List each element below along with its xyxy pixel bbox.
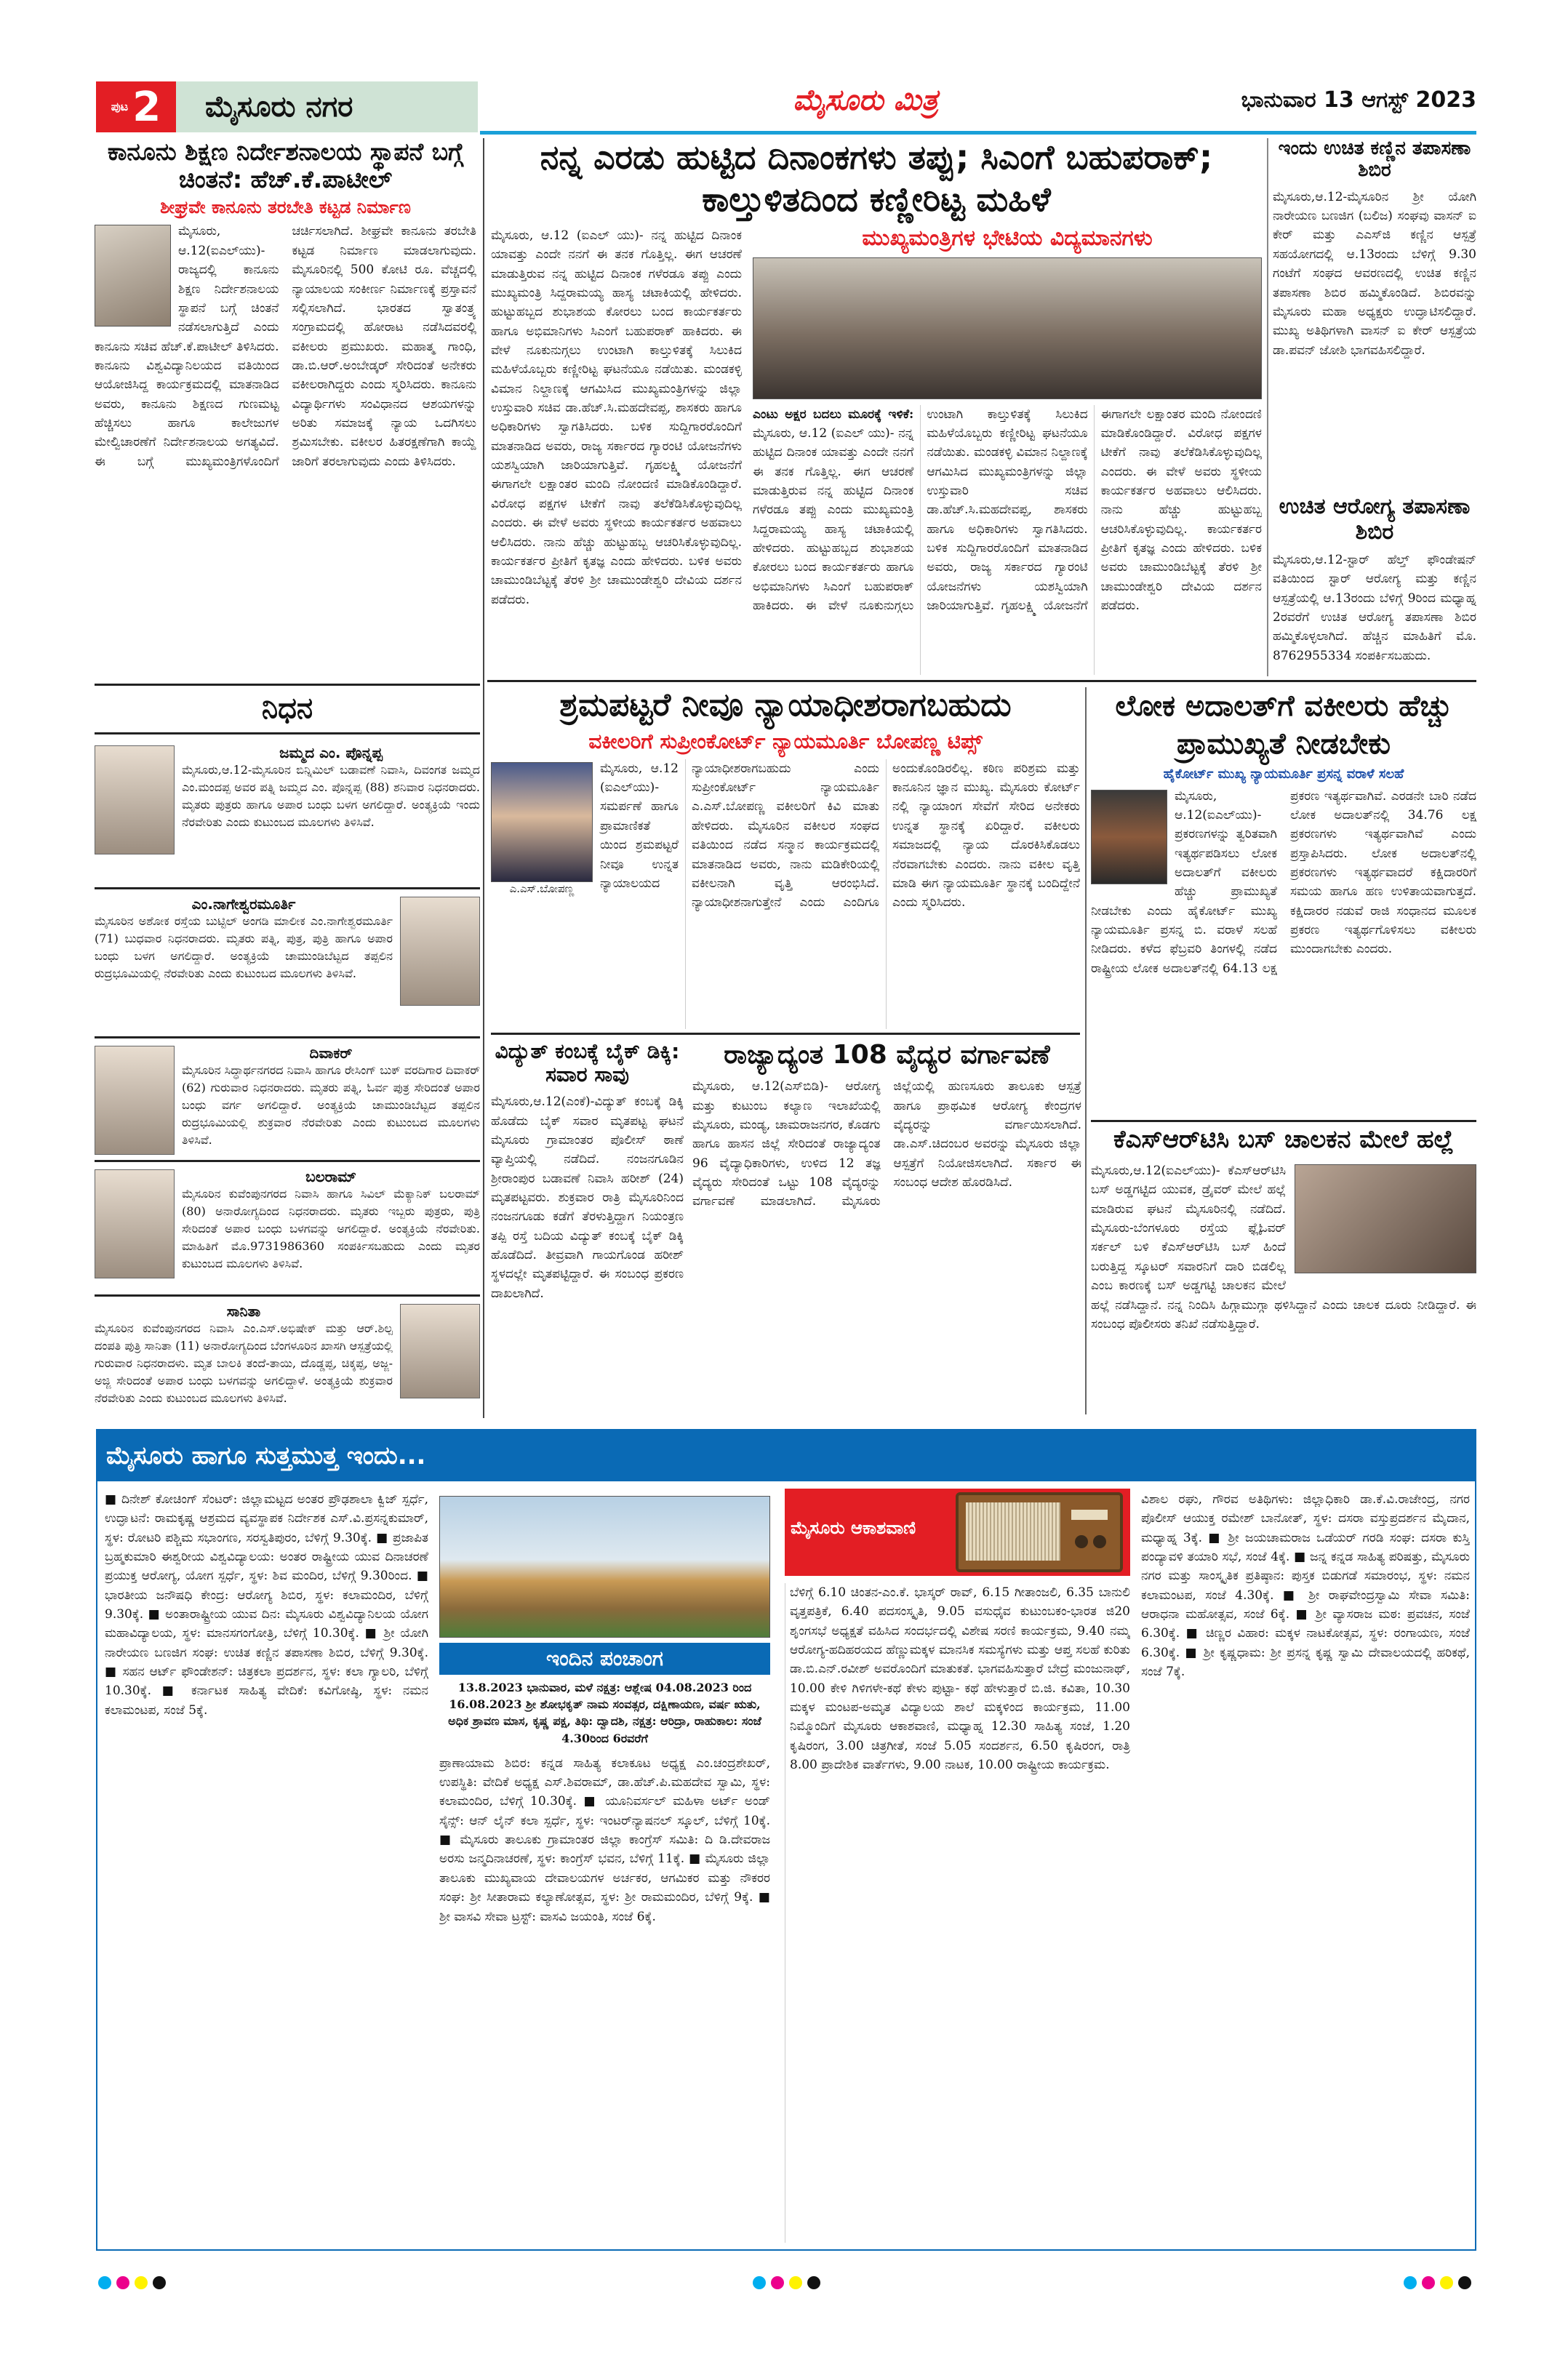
section-title-text: ಮೈಸೂರು ನಗರ [205, 90, 353, 124]
page-number-box [96, 81, 176, 132]
obituary-name: ಸಾನಿತಾ [226, 1302, 261, 1320]
registration-dot-cyan [1404, 2276, 1417, 2289]
today-col1: ■ ದಿನೇಶ್ ಕೋಚಿಂಗ್ ಸೆಂಟರ್: ಜಿಲ್ಲಾಮಟ್ಟದ ಅಂತರ ಪ್ರೌಢಶಾಲಾ ಕ್ವಿಜ್ ಸ್ಪರ್ಧೆ, ಉದ್ಘಾಟನೆ: ರಾಮಕೃಷ್ಣ ಆಶ್ರಮದ ವ್ಯವಸ್ಥಾಪಕ ನಿರ್ದೇಶಕ ಎಸ್.ವಿ.ಪ್ರಸನ್ನಕುಮಾರ್, ಸ್ಥಳ: ರೋಟರಿ ಪಶ್ಚಿಮ ಸಭಾಂಗಣ, ಸರಸ್ವತಿಪುರಂ, ಬೆಳಿಗ್ಗೆ 9.30ಕ್ಕೆ. ■ ಪ್ರಜಾಪಿತ ಬ್ರಹ್ಮಕುಮಾರಿ ಈಶ್ವರೀಯ ವಿಶ್ವವಿದ್ಯಾಲಯ: ಅಂತರ ರಾಷ್ಟ್ರೀಯ ಯುವ ದಿನಾಚರಣೆ ಪ್ರಯುಕ್ತ ಆರೋಗ್ಯ, ಯೋಗ ಸ್ಪರ್ಧೆ, ಸ್ಥಳ: ಶಿವ ಮಂದಿರ, ಬೆಳಿಗ್ಗೆ 9.30ರಿಂದ. ■ ಭಾರತೀಯ ಜನೌಷಧಿ ಕೇಂದ್ರ: ಆರೋಗ್ಯ ಶಿಬಿರ, ಸ್ಥಳ: ಕಲಾಮಂದಿರ, ಬೆಳಿಗ್ಗೆ 9.30ಕ್ಕೆ. ■ ಅಂತಾರಾಷ್ಟ್ರೀಯ ಯುವ ದಿನ: ಮೈಸೂರು ವಿಶ್ವವಿದ್ಯಾನಿಲಯ ಯೋಗ ಮಹಾವಿದ್ಯಾಲಯ, ಸ್ಥಳ: ಮಾನಸಗಂಗೋತ್ರಿ, ಬೆಳಿಗ್ಗೆ 10.30ಕ್ಕೆ. ■ ಶ್ರೀ ಯೋಗಿ ನಾರೇಯಣ ಬಣಜಿಗ ಸಂಘ: ಉಚಿತ ಕಣ್ಣಿನ ತಪಾಸಣಾ ಶಿಬಿರ, ಬೆಳಿಗ್ಗೆ 9.30ಕ್ಕೆ. ■ ಸಹನ ಆರ್ಟ್ ಫೌಂಡೇಶನ್: ಚಿತ್ರಕಲಾ ಪ್ರದರ್ಶನ, ಸ್ಥಳ: ಕಲಾ ಗ್ಯಾಲರಿ, ಬೆಳಿಗ್ಗೆ 10.30ಕ್ಕೆ. ■ ಕರ್ನಾಟಕ ಸಾಹಿತ್ಯ ವೇದಿಕೆ: ಕವಿಗೋಷ್ಠಿ, ಸ್ಥಳ: ನಮನ ಕಲಾಮಂಟಪ, ಸಂಜೆ 5ಕ್ಕೆ. [105, 1492, 428, 1718]
main-article-body-cont: ಮೈಸೂರು, ಆ.12 (ಐಎಲ್ ಯು)- ನನ್ನ ಹುಟ್ಟಿದ ದಿನಾಂಕ ಯಾವತ್ತು ಎಂದೇ ನನಗೆ ಈ ತನಕ ಗೊತ್ತಿಲ್ಲ. ಈಗ ಆಚರಣೆ ಮಾಡುತ್ತಿರುವ ನನ್ನ ಹುಟ್ಟಿದ ದಿನಾಂಕ ಗಳೆರಡೂ ತಪ್ಪು ಎಂದು ಮುಖ್ಯಮಂತ್ರಿ ಸಿದ್ದರಾಮಯ್ಯ ಹಾಸ್ಯ ಚಟಾಕಿಯಲ್ಲಿ ಹೇಳಿದರು. ಹುಟ್ಟುಹಬ್ಬದ ಶುಭಾಶಯ ಕೋರಲು ಬಂದ ಕಾರ್ಯಕರ್ತರು ಹಾಗೂ ಅಭಿಮಾನಿಗಳು ಸಿಎಂಗೆ ಬಹುಪರಾಕ್ ಹಾಕಿದರು. ಈ ವೇಳೆ ನೂಕುನುಗ್ಗಲು ಉಂಟಾಗಿ ಕಾಲ್ತುಳಿತಕ್ಕೆ ಸಿಲುಕಿದ ಮಹಿಳೆಯೊಬ್ಬರು ಕಣ್ಣೀರಿಟ್ಟ ಘಟನೆಯೂ ನಡೆಯಿತು. ಮಂಡಕಳ್ಳಿ ವಿಮಾನ ನಿಲ್ದಾಣಕ್ಕೆ ಆಗಮಿಸಿದ ಮುಖ್ಯಮಂತ್ರಿಗಳನ್ನು ಜಿಲ್ಲಾ ಉಸ್ತುವಾರಿ ಸಚಿವ ಡಾ.ಹೆಚ್.ಸಿ.ಮಹದೇವಪ್ಪ, ಶಾಸಕರು ಹಾಗೂ ಅಧಿಕಾರಿಗಳು ಸ್ವಾಗತಿಸಿದರು. ಬಳಿಕ ಸುದ್ದಿಗಾರರೊಂದಿಗೆ ಮಾತನಾಡಿದ ಅವರು, ರಾಜ್ಯ ಸರ್ಕಾರದ ಗ್ಯಾರಂಟಿ ಯೋಜನೆಗಳು ಯಶಸ್ವಿಯಾಗಿ ಜಾರಿಯಾಗುತ್ತಿವೆ. ಗೃಹಲಕ್ಷ್ಮಿ ಯೋಜನೆಗೆ ಈಗಾಗಲೇ ಲಕ್ಷಾಂತರ ಮಂದಿ ನೋಂದಣಿ ಮಾಡಿಕೊಂಡಿದ್ದಾರೆ. ವಿರೋಧ ಪಕ್ಷಗಳ ಟೀಕೆಗೆ ನಾವು ತಲೆಕೆಡಿಸಿಕೊಳ್ಳುವುದಿಲ್ಲ ಎಂದರು. ಈ ವೇಳೆ ಅವರು ಸ್ಥಳೀಯ ಕಾರ್ಯಕರ್ತರ ಅಹವಾಲು ಆಲಿಸಿದರು. ನಾನು ಹೆಚ್ಚು ಹುಟ್ಟುಹಬ್ಬ ಆಚರಿಸಿಕೊಳ್ಳುವುದಿಲ್ಲ. ಕಾರ್ಯಕರ್ತರ ಪ್ರೀತಿಗೆ ಕೃತಜ್ಞ ಎಂದು ಹೇಳಿದರು. ಬಳಿಕ ಅವರು ಚಾಮುಂಡಿಬೆಟ್ಟಕ್ಕೆ ತೆರಳಿ ಶ್ರೀ ಚಾಮುಂಡೇಶ್ವರಿ ದೇವಿಯ ದರ್ಶನ ಪಡೆದರು. [753, 407, 1262, 613]
obituary-name: ಬಲರಾಮ್ [305, 1168, 356, 1185]
justice-body: ಮೈಸೂರು, ಆ.12 (ಐಎಲ್‌ಯು)- ಸಮರ್ಪಣೆ ಹಾಗೂ ಪ್ರಾಮಾಣಿಕತೆ ಯಿಂದ ಶ್ರಮಪಟ್ಟರೆ ನೀವೂ ಉನ್ನತ ನ್ಯಾಯಾಲಯದ ನ್ಯಾಯಾಧೀಶರಾಗಬಹುದು ಎಂದು ಸುಪ್ರೀಂಕೋರ್ಟ್ ನ್ಯಾಯಮೂರ್ತಿ ಎ.ಎಸ್.ಬೋಪಣ್ಣ ವಕೀಲರಿಗೆ ಕಿವಿ ಮಾತು ಹೇಳಿದರು. ಮೈಸೂರಿನ ವಕೀಲರ ಸಂಘದ ವತಿಯಿಂದ ನಡೆದ ಸನ್ಮಾನ ಕಾರ್ಯಕ್ರಮದಲ್ಲಿ ಮಾತನಾಡಿದ ಅವರು, ನಾನು ಮಡಿಕೇರಿಯಲ್ಲಿ ವಕೀಲನಾಗಿ ವೃತ್ತಿ ಆರಂಭಿಸಿದೆ. ನ್ಯಾಯಾಧೀಶನಾಗುತ್ತೇನೆ ಎಂದು ಎಂದಿಗೂ ಅಂದುಕೊಂಡಿರಲಿಲ್ಲ. ಕಠಿಣ ಪರಿಶ್ರಮ ಮತ್ತು ಕಾನೂನಿನ ಜ್ಞಾನ ಮುಖ್ಯ. ಮೈಸೂರು ಕೋರ್ಟ್ ನಲ್ಲಿ ನ್ಯಾಯಾಂಗ ಸೇವೆಗೆ ಸೇರಿದ ಅನೇಕರು ಉನ್ನತ ಸ್ಥಾನಕ್ಕೆ ಏರಿದ್ದಾರೆ. ವಕೀಲರು ಸಮಾಜದಲ್ಲಿ ನ್ಯಾಯ ದೊರಕಿಸಿಕೊಡಲು ನೆರವಾಗಬೇಕು ಎಂದರು. ನಾನು ವಕೀಲ ವೃತ್ತಿ ಮಾಡಿ ಈಗ ನ್ಯಾಯಮೂರ್ತಿ ಸ್ಥಾನಕ್ಕೆ ಬಂದಿದ್ದೇನೆ ಎಂದು ಸ್ಮರಿಸಿದರು. [600, 761, 1080, 910]
registration-dot-cyan [98, 2276, 111, 2289]
registration-dot-black [807, 2276, 820, 2289]
main-article-right [753, 226, 1262, 675]
radio-title: ಮೈಸೂರು ಆಕಾಶವಾಣಿ [791, 1518, 916, 1538]
page-number: 2 [132, 83, 161, 131]
left-article [95, 138, 476, 676]
lok-adalat-body: ಮೈಸೂರು, ಆ.12(ಐಎಲ್‌ಯು)- ಪ್ರಕರಣಗಳನ್ನು ತ್ವರಿತವಾಗಿ ಇತ್ಯರ್ಥಪಡಿಸಲು ಲೋಕ ಅದಾಲತ್‌ಗೆ ವಕೀಲರು ಹೆಚ್ಚು ಪ್ರಾಮುಖ್ಯತೆ ನೀಡಬೇಕು ಎಂದು ಹೈಕೋರ್ಟ್ ಮುಖ್ಯ ನ್ಯಾಯಮೂರ್ತಿ ಪ್ರಸನ್ನ ಬಿ. ವರಾಳೆ ಸಲಹೆ ನೀಡಿದರು. ಕಳೆದ ಫೆಬ್ರವರಿ ತಿಂಗಳಲ್ಲಿ ನಡೆದ ರಾಷ್ಟ್ರೀಯ ಲೋಕ ಅದಾಲತ್‌ನಲ್ಲಿ 64.13 ಲಕ್ಷ ಪ್ರಕರಣ ಇತ್ಯರ್ಥವಾಗಿವೆ. ಎರಡನೇ ಬಾರಿ ನಡೆದ ಲೋಕ ಅದಾಲತ್‌ನಲ್ಲಿ 34.76 ಲಕ್ಷ ಪ್ರಕರಣಗಳು ಇತ್ಯರ್ಥವಾಗಿವೆ ಎಂದು ಪ್ರಸ್ತಾಪಿಸಿದರು. ಲೋಕ ಅದಾಲತ್‌ನಲ್ಲಿ ಪ್ರಕರಣಗಳು ಇತ್ಯರ್ಥವಾದರೆ ಕಕ್ಷಿದಾರರಿಗೆ ಸಮಯ ಹಾಗೂ ಹಣ ಉಳಿತಾಯವಾಗುತ್ತದೆ. ಕಕ್ಷಿದಾರರ ನಡುವೆ ರಾಜಿ ಸಂಧಾನದ ಮೂಲಕ ಪ್ರಕರಣ ಇತ್ಯರ್ಥಗೊಳಿಸಲು ವಕೀಲರು ಮುಂದಾಗಬೇಕು ಎಂದರು. [1091, 788, 1476, 976]
obituary-name: ದಿವಾಕರ್ [309, 1044, 353, 1062]
justice-article [491, 687, 1080, 1029]
obituary-text: ಮೈಸೂರಿನ ಕುವೆಂಪುನಗರದ ನಿವಾಸಿ ಎಂ.ಎಸ್.ಅಭಿಷೇಕ್ ಮತ್ತು ಆರ್.ಶಿಲ್ಪ ದಂಪತಿ ಪುತ್ರಿ ಸಾನಿತಾ (11) ಅನಾರೋಗ್ಯದಿಂದ ಬೆಂಗಳೂರಿನ ಖಾಸಗಿ ಆಸ್ಪತ್ರೆಯಲ್ಲಿ ಗುರುವಾರ ನಿಧನರಾದಳು. ಮೃತ ಬಾಲಕಿ ತಂದೆ-ತಾಯಿ, ದೊಡ್ಡಪ್ಪ, ಚಿಕ್ಕಪ್ಪ, ಅಜ್ಜ-ಅಜ್ಜಿ ಸೇರಿದಂತೆ ಅಪಾರ ಬಂಧು ಬಳಗವನ್ನು ಅಗಲಿದ್ದಾಳೆ. ಅಂತ್ಯಕ್ರಿಯೆ ಶುಕ್ರವಾರ ನೆರವೇರಿತು ಎಂದು ಕುಟುಂಬದ ಮೂಲಗಳು ತಿಳಿಸಿವೆ. [95, 1321, 393, 1405]
bike-accident-body: ಮೈಸೂರು,ಆ.12(ಎಂಕೆ)-ವಿದ್ಯುತ್ ಕಂಬಕ್ಕೆ ಡಿಕ್ಕಿ ಹೊಡೆದು ಬೈಕ್ ಸವಾರ ಮೃತಪಟ್ಟ ಘಟನೆ ಮೈಸೂರು ಗ್ರಾಮಾಂತರ ಪೊಲೀಸ್ ಠಾಣೆ ವ್ಯಾಪ್ತಿಯಲ್ಲಿ ನಡೆದಿದೆ. ನಂಜನಗೂಡಿನ ಶ್ರೀರಾಂಪುರ ಬಡಾವಣೆ ನಿವಾಸಿ ಹರೀಶ್ (24) ಮೃತಪಟ್ಟವರು. ಶುಕ್ರವಾರ ರಾತ್ರಿ ಮೈಸೂರಿನಿಂದ ನಂಜನಗೂಡು ಕಡೆಗೆ ತೆರಳುತ್ತಿದ್ದಾಗ ನಿಯಂತ್ರಣ ತಪ್ಪಿ ರಸ್ತೆ ಬದಿಯ ವಿದ್ಯುತ್ ಕಂಬಕ್ಕೆ ಬೈಕ್ ಡಿಕ್ಕಿ ಹೊಡೆದಿದೆ. ತೀವ್ರವಾಗಿ ಗಾಯಗೊಂಡ ಹರೀಶ್ ಸ್ಥಳದಲ್ಲೇ ಮೃತಪಟ್ಟಿದ್ದಾರೆ. ಈ ಸಂಬಂಧ ಪ್ರಕರಣ ದಾಖಲಾಗಿದೆ. [491, 1094, 684, 1301]
obituary-item [95, 1036, 480, 1156]
health-camp-headline: ಉಚಿತ ಆರೋಗ್ಯ ತಪಾಸಣಾ ಶಿಬಿರ [1279, 495, 1471, 545]
justice-text [491, 759, 1080, 1029]
health-camp-body: ಮೈಸೂರು,ಆ.12-ಸ್ಟಾರ್ ಹೆಲ್ತ್ ಫೌಂಡೇಷನ್ ವತಿಯಿಂದ ಸ್ಟಾರ್ ಆರೋಗ್ಯ ಮತ್ತು ಕಣ್ಣಿನ ಆಸ್ಪತ್ರೆಯಲ್ಲಿ ಆ.13ರಂದು ಬೆಳಿಗ್ಗೆ 9ರಿಂದ ಮಧ್ಯಾಹ್ನ 2ರವರೆಗೆ ಉಚಿತ ಆರೋಗ್ಯ ತಪಾಸಣಾ ಶಿಬಿರ ಹಮ್ಮಿಕೊಳ್ಳಲಾಗಿದೆ. ಹೆಚ್ಚಿನ ಮಾಹಿತಿಗೆ ಮೊ. 8762955334 ಸಂಪರ್ಕಿಸಬಹುದು. [1273, 553, 1476, 663]
today-banner-text: ಮೈಸೂರು ಹಾಗೂ ಸುತ್ತಮುತ್ತ ಇಂದು... [106, 1441, 426, 1470]
obituary-item [95, 1160, 480, 1291]
registration-dot-magenta [771, 2276, 784, 2289]
masthead: ಮೈಸೂರು ಮಿತ್ರ [793, 84, 938, 117]
health-camp-article [1273, 495, 1476, 676]
today-col2-wrap [439, 1496, 770, 2243]
justice-headline: ಶ್ರಮಪಟ್ಟರೆ ನೀವೂ ನ್ಯಾಯಾಧೀಶರಾಗಬಹುದು [559, 687, 1012, 724]
today-box [96, 1429, 1476, 2251]
left-article-subhead: ಶೀಘ್ರವೇ ಕಾನೂನು ತರಬೇತಿ ಕಟ್ಟಡ ನಿರ್ಮಾಣ [160, 196, 411, 217]
panchanga-title: ಇಂದಿನ ಪಂಚಾಂಗ [546, 1646, 663, 1670]
bike-accident-headline: ವಿದ್ಯುತ್ ಕಂಬಕ್ಕೆ ಬೈಕ್ ಡಿಕ್ಕಿ: ಸವಾರ ಸಾವು [495, 1040, 680, 1087]
doctors-transfer-article [692, 1040, 1081, 1418]
bike-accident-article [491, 1040, 684, 1418]
header-rule [480, 131, 1476, 135]
hk-patil-photo [95, 225, 171, 327]
registration-dot-yellow [1440, 2276, 1453, 2289]
obituary-item [95, 738, 480, 884]
obituary-text: ಮೈಸೂರಿನ ಅಶೋಕ ರಸ್ತೆಯ ಬುಟ್ಟಿಲ್ ಅಂಗಡಿ ಮಾಲೀಕ ಎಂ.ನಾಗೇಶ್ವರಮೂರ್ತಿ (71) ಬುಧವಾರ ನಿಧನರಾದರು. ಮೃತರು ಪತ್ನಿ, ಪುತ್ರ, ಪುತ್ರಿ ಹಾಗೂ ಅಪಾರ ಬಂಧು ಬಳಗ ಅಗಲಿದ್ದಾರೆ. ಅಂತ್ಯಕ್ರಿಯೆ ಚಾಮುಂಡಿಬೆಟ್ಟದ ತಪ್ಪಲಿನ ರುದ್ರಭೂಮಿಯಲ್ಲಿ ನೆರವೇರಿತು ಎಂದು ಕುಟುಂಬದ ಮೂಲಗಳು ತಿಳಿಸಿವೆ. [95, 914, 393, 980]
obituary-header [95, 684, 480, 734]
divider [483, 138, 484, 1418]
registration-dot-cyan [753, 2276, 766, 2289]
obituary-name: ಜಮ್ಮದ ಎಂ. ಪೊನ್ನಪ್ಪ [279, 744, 383, 761]
main-article [491, 137, 1262, 675]
radio-box [785, 1489, 1130, 1576]
obituary-photo [95, 1046, 175, 1155]
cm-press-photo [753, 257, 1262, 399]
registration-dot-magenta [1422, 2276, 1435, 2289]
obituary-photo [95, 1169, 175, 1278]
divider [491, 1033, 1080, 1035]
doctors-transfer-headline: ರಾಜ್ಯಾದ್ಯಂತ 108 ವೈದ್ಯರ ವರ್ಗಾವಣೆ [724, 1040, 1050, 1070]
bopanna-caption: ಎ.ಎಸ್.ಬೋಪಣ್ಣ [509, 881, 575, 895]
bopanna-photo-block [491, 762, 593, 897]
obituary-name: ಎಂ.ನಾಗೇಶ್ವರಮೂರ್ತಿ [191, 895, 296, 913]
lok-adalat-headline: ಲೋಕ ಅದಾಲತ್‌ಗೆ ವಕೀಲರು ಹೆಚ್ಚು ಪ್ರಾಮುಖ್ಯತೆ ನೀಡಬೇಕು [1115, 689, 1452, 761]
obituary-title: ನಿಧನ [261, 692, 313, 725]
divider [1091, 1120, 1476, 1122]
radio-icon [956, 1492, 1123, 1572]
today-col4: ವಿಶಾಲ ರಘು, ಗೌರವ ಅತಿಥಿಗಳು: ಜಿಲ್ಲಾಧಿಕಾರಿ ಡಾ.ಕೆ.ವಿ.ರಾಜೇಂದ್ರ, ನಗರ ಪೊಲೀಸ್ ಆಯುಕ್ತ ರಮೇಶ್ ಬಾನೋತ್, ಸ್ಥಳ: ದಸರಾ ವಸ್ತುಪ್ರದರ್ಶನ ಮೈದಾನ, ಮಧ್ಯಾಹ್ನ 3ಕ್ಕೆ. ■ ಶ್ರೀ ಜಯಚಾಮರಾಜ ಒಡೆಯರ್ ಗರಡಿ ಸಂಘ: ದಸರಾ ಕುಸ್ತಿ ಪಂದ್ಯಾವಳಿ ತಯಾರಿ ಸಭೆ, ಸಂಜೆ 4ಕ್ಕೆ. ■ ಜನ್ನ ಕನ್ನಡ ಸಾಹಿತ್ಯ ಪರಿಷತ್ತು, ಮೈಸೂರು ನಗರ ಮತ್ತು ಸಾಂಸ್ಕೃತಿಕ ಪ್ರತಿಷ್ಠಾನ: ಪುಸ್ತಕ ಬಿಡುಗಡೆ ಸಮಾರಂಭ, ಸ್ಥಳ: ನಮನ ಕಲಾಮಂಟಪ, ಸಂಜೆ 4.30ಕ್ಕೆ. ■ ಶ್ರೀ ರಾಘವೇಂದ್ರಸ್ವಾಮಿ ಸೇವಾ ಸಮಿತಿ: ಆರಾಧನಾ ಮಹೋತ್ಸವ, ಸಂಜೆ 6ಕ್ಕೆ. ■ ಶ್ರೀ ವ್ಯಾಸರಾಜ ಮಠ: ಪ್ರವಚನ, ಸಂಜೆ 6.30ಕ್ಕೆ. ■ ಚಿಣ್ಣರ ವಿಹಾರ: ಮಕ್ಕಳ ನಾಟಕೋತ್ಸವ, ಸ್ಥಳ: ರಂಗಾಯಣ, ಸಂಜೆ 6.30ಕ್ಕೆ. ■ ಶ್ರೀ ಕೃಷ್ಣಧಾಮ: ಶ್ರೀ ಪ್ರಸನ್ನ ಕೃಷ್ಣ ಸ್ವಾಮಿ ದೇವಾಲಯದಲ್ಲಿ ಹರಿಕಥೆ, ಸಂಜೆ 7ಕ್ಕೆ. [1141, 1492, 1470, 1680]
bopanna-photo [491, 762, 593, 882]
registration-dot-black [1458, 2276, 1471, 2289]
registration-dot-yellow [789, 2276, 802, 2289]
left-article-body: ಮೈಸೂರು, ಆ.12(ಐಎಲ್‌ಯು)- ರಾಜ್ಯದಲ್ಲಿ ಕಾನೂನು ಶಿಕ್ಷಣ ನಿರ್ದೇಶನಾಲಯ ಸ್ಥಾಪನೆ ಬಗ್ಗೆ ಚಿಂತನೆ ನಡೆಸಲಾಗುತ್ತಿದೆ ಎಂದು ಕಾನೂನು ಸಚಿವ ಹೆಚ್.ಕೆ.ಪಾಟೀಲ್ ತಿಳಿಸಿದರು. ಕಾನೂನು ವಿಶ್ವವಿದ್ಯಾನಿಲಯದ ವತಿಯಿಂದ ಆಯೋಜಿಸಿದ್ದ ಕಾರ್ಯಕ್ರಮದಲ್ಲಿ ಮಾತನಾಡಿದ ಅವರು, ಕಾನೂನು ಶಿಕ್ಷಣದ ಗುಣಮಟ್ಟ ಹೆಚ್ಚಿಸಲು ಹಾಗೂ ಕಾಲೇಜುಗಳ ಮೇಲ್ವಿಚಾರಣೆಗೆ ನಿರ್ದೇಶನಾಲಯ ಅಗತ್ಯವಿದೆ. ಈ ಬಗ್ಗೆ ಮುಖ್ಯಮಂತ್ರಿಗಳೊಂದಿಗೆ ಚರ್ಚಿಸಲಾಗಿದೆ. ಶೀಘ್ರವೇ ಕಾನೂನು ತರಬೇತಿ ಕಟ್ಟಡ ನಿರ್ಮಾಣ ಮಾಡಲಾಗುವುದು. ಮೈಸೂರಿನಲ್ಲಿ 500 ಕೋಟಿ ರೂ. ವೆಚ್ಚದಲ್ಲಿ ನ್ಯಾಯಾಲಯ ಸಂಕೀರ್ಣ ನಿರ್ಮಾಣಕ್ಕೆ ಪ್ರಸ್ತಾವನೆ ಸಲ್ಲಿಸಲಾಗಿದೆ. ಭಾರತದ ಸ್ವಾತಂತ್ರ್ಯ ಸಂಗ್ರಾಮದಲ್ಲಿ ಹೋರಾಟ ನಡೆಸಿದವರಲ್ಲಿ ವಕೀಲರು ಪ್ರಮುಖರು. ಮಹಾತ್ಮ ಗಾಂಧಿ, ಡಾ.ಬಿ.ಆರ್.ಅಂಬೇಡ್ಕರ್ ಸೇರಿದಂತೆ ಅನೇಕರು ವಕೀಲರಾಗಿದ್ದರು ಎಂದು ಸ್ಮರಿಸಿದರು. ಕಾನೂನು ವಿದ್ಯಾರ್ಥಿಗಳು ಸಂವಿಧಾನದ ಆಶಯಗಳನ್ನು ಅರಿತು ಸಮಾಜಕ್ಕೆ ನ್ಯಾಯ ಒದಗಿಸಲು ಶ್ರಮಿಸಬೇಕು. ವಕೀಲರ ಹಿತರಕ್ಷಣೆಗಾಗಿ ಕಾಯ್ದೆ ಜಾರಿಗೆ ತರಲಾಗುವುದು ಎಂದು ತಿಳಿಸಿದರು. [95, 224, 476, 469]
left-article-text [95, 222, 476, 676]
today-col2: ಪ್ರಾಣಾಯಾಮ ಶಿಬಿರ: ಕನ್ನಡ ಸಾಹಿತ್ಯ ಕಲಾಕೂಟ ಅಧ್ಯಕ್ಷ ಎಂ.ಚಂದ್ರಶೇಖರ್, ಉಪಸ್ಥಿತಿ: ವೇದಿಕೆ ಅಧ್ಯಕ್ಷ ಎಸ್.ಶಿವರಾಮ್, ಡಾ.ಹೆಚ್.ಪಿ.ಮಹದೇವ ಸ್ವಾಮಿ, ಸ್ಥಳ: ಕಲಾಮಂದಿರ, ಬೆಳಿಗ್ಗೆ 10.30ಕ್ಕೆ. ■ ಯೂನಿವರ್ಸಲ್ ಮಹಿಳಾ ಅರ್ಟ್ ಅಂಡ್ ಸೈನ್ಸ್: ಆನ್ ಲೈನ್ ಕಲಾ ಸ್ಪರ್ಧೆ, ಸ್ಥಳ: ಇಂಟರ್‌ನ್ಯಾಷನಲ್ ಸ್ಕೂಲ್, ಬೆಳಿಗ್ಗೆ 10ಕ್ಕೆ. ■ ಮೈಸೂರು ತಾಲೂಕು ಗ್ರಾಮಾಂತರ ಜಿಲ್ಲಾ ಕಾಂಗ್ರೆಸ್ ಸಮಿತಿ: ದಿ ಡಿ.ದೇವರಾಜ ಅರಸು ಜನ್ಮದಿನಾಚರಣೆ, ಸ್ಥಳ: ಕಾಂಗ್ರೆಸ್ ಭವನ, ಬೆಳಿಗ್ಗೆ 11ಕ್ಕೆ. ■ ಮೈಸೂರು ಜಿಲ್ಲಾ ತಾಲೂಕು ಮುಖ್ಯವಾಯ ದೇವಾಲಯಗಳ ಅರ್ಚಕರ, ಆಗಮಿಕರ ಮತ್ತು ನೌಕರರ ಸಂಘ: ಶ್ರೀ ಸೀತಾರಾಮ ಕಲ್ಯಾಣೋತ್ಸವ, ಸ್ಥಳ: ಶ್ರೀ ರಾಮಮಂದಿರ, ಬೆಳಿಗ್ಗೆ 9ಕ್ಕೆ. ■ ಶ್ರೀ ವಾಸವಿ ಸೇವಾ ಟ್ರಸ್ಟ್: ವಾಸವಿ ಜಯಂತಿ, ಸಂಜೆ 6ಕ್ಕೆ. [439, 1756, 770, 1924]
left-article-headline: ಕಾನೂನು ಶಿಕ್ಷಣ ನಿರ್ದೇಶನಾಲಯ ಸ್ಥಾಪನೆ ಬಗ್ಗೆ ಚಿಂತನೆ: ಹೆಚ್.ಕೆ.ಪಾಟೀಲ್ [107, 138, 464, 193]
page-label: ಪುಟ [111, 100, 129, 113]
date: ಭಾನುವಾರ 13 ಆಗಸ್ಟ್ 2023 [1241, 87, 1476, 113]
mysore-palace-photo [439, 1496, 770, 1638]
main-article-subhead: ಮುಖ್ಯಮಂತ್ರಿಗಳ ಭೇಟಿಯ ವಿದ್ಯಮಾನಗಳು [862, 226, 1153, 251]
obituary-text: ಮೈಸೂರಿನ ಸಿದ್ಧಾರ್ಥನಗರದ ನಿವಾಸಿ ಹಾಗೂ ರೇಸಿಂಗ್ ಬುಕ್ ವರದಿಗಾರ ದಿವಾಕರ್ (62) ಗುರುವಾರ ನಿಧನರಾದರು. ಮೃತರು ಪತ್ನಿ, ಓರ್ವ ಪುತ್ರ ಸೇರಿದಂತೆ ಅಪಾರ ಬಂಧು ವರ್ಗ ಅಗಲಿದ್ದಾರೆ. ಅಂತ್ಯಕ್ರಿಯೆ ಚಾಮುಂಡಿಬೆಟ್ಟದ ತಪ್ಪಲಿನ ರುದ್ರಭೂಮಿಯಲ್ಲಿ ಶುಕ್ರವಾರ ನೆರವೇರಿತು ಎಂದು ಕುಟುಂಬದ ಮೂಲಗಳು ತಿಳಿಸಿವೆ. [182, 1063, 480, 1147]
ksrtc-assault-photo [1295, 1164, 1476, 1273]
varale-photo [1091, 790, 1167, 884]
eye-camp-article [1273, 138, 1476, 487]
obituary-photo [400, 897, 480, 1006]
today-col3: ಬೆಳಿಗ್ಗೆ 6.10 ಚಿಂತನ-ಎಂ.ಕೆ. ಭಾಸ್ಕರ್ ರಾವ್, 6.15 ಗೀತಾಂಜಲಿ, 6.35 ಬಾನುಲಿ ವೃತ್ತಪತ್ರಿಕೆ, 6.40 ಪದಸಂಸ್ಕೃತಿ, 9.05 ವಸುಧೈವ ಕುಟುಂಬಕಂ-ಭಾರತ ಜಿ20 ಶೃಂಗಸಭೆ ಅಧ್ಯಕ್ಷತೆ ವಹಿಸಿದ ಸಂದರ್ಭದಲ್ಲಿ ವಿಶೇಷ ಸರಣಿ ಕಾರ್ಯಕ್ರಮ, 9.40 ನಮ್ಮ ಆರೋಗ್ಯ-ಹದಿಹರಯದ ಹೆಣ್ಣುಮಕ್ಕಳ ಮಾನಸಿಕ ಸಮಸ್ಯೆಗಳು ಮತ್ತು ಆಪ್ತ ಸಲಹೆ ಕುರಿತು ಡಾ.ಬಿ.ಎನ್.ರವೀಶ್ ಅವರೊಂದಿಗೆ ಮಾತುಕತೆ. ಭಾಗವಹಿಸುತ್ತಾರೆ ಬೇದ್ರೆ ಮಂಜುನಾಥ್, 10.00 ಕೇಳಿ ಗಿಳಿಗಳೇ-ಕಥೆ ಕೇಳು ಪುಟ್ಟಾ- ಕಥೆ ಹೇಳುತ್ತಾರೆ ಬಿ.ಜಿ. ಕವಿತಾ, 10.30 ಮಕ್ಕಳ ಮಂಟಪ-ಅಮೃತ ವಿದ್ಯಾಲಯ ಶಾಲೆ ಮಕ್ಕಳಿಂದ ಕಾರ್ಯಕ್ರಮ, 11.00 ನಿಮ್ಮೊಂದಿಗೆ ಮೈಸೂರು ಆಕಾಶವಾಣಿ, ಮಧ್ಯಾಹ್ನ 12.30 ಸಾಹಿತ್ಯ ಸಂಜೆ, 1.20 ಕೃಷಿರಂಗ, 3.00 ಚಿತ್ರಗೀತೆ, ಸಂಜೆ 5.05 ಸಂದರ್ಶನ, 6.50 ಕೃಷಿರಂಗ, ರಾತ್ರಿ 8.00 ಪ್ರಾದೇಶಿಕ ವಾರ್ತೆಗಳು, 9.00 ನಾಟಕ, 10.00 ರಾಷ್ಟ್ರೀಯ ಕಾರ್ಯಕ್ರಮ. [785, 1583, 1130, 2243]
panchanga-text: 13.8.2023 ಭಾನುವಾರ, ಮಳೆ ನಕ್ಷತ್ರ: ಆಶ್ಲೇಷ 04.08.2023 ರಿಂದ 16.08.2023 ಶ್ರೀ ಶೋಭಕೃತ್ ನಾಮ ಸಂವತ್ಸರ, ದಕ್ಷಿಣಾಯಣ, ವರ್ಷ ಋತು, ಅಧಿಕ ಶ್ರಾವಣ ಮಾಸ, ಕೃಷ್ಣ ಪಕ್ಷ, ತಿಥಿ: ದ್ವಾದಶಿ, ನಕ್ಷತ್ರ: ಆರಿದ್ರಾ, ರಾಹುಕಾಲ: ಸಂಜೆ 4.30ರಿಂದ 6ರವರೆಗೆ [448, 1681, 761, 1745]
registration-dot-magenta [116, 2276, 129, 2289]
ksrtc-body: ಮೈಸೂರು,ಆ.12(ಐಎಲ್‌ಯು)- ಕೆಎಸ್‌ಆರ್‌ಟಿಸಿ ಬಸ್ ಅಡ್ಡಗಟ್ಟಿದ ಯುವಕ, ಡ್ರೈವರ್ ಮೇಲೆ ಹಲ್ಲೆ ಮಾಡಿರುವ ಘಟನೆ ಮೈಸೂರಿನಲ್ಲಿ ನಡೆದಿದೆ. ಮೈಸೂರು-ಬೆಂಗಳೂರು ರಸ್ತೆಯ ಫ್ಲೈಓವರ್ ಸರ್ಕಲ್ ಬಳಿ ಕೆಎಸ್‌ಆರ್‌ಟಿಸಿ ಬಸ್ ಹಿಂದೆ ಬರುತ್ತಿದ್ದ ಸ್ಕೂಟರ್ ಸವಾರನಿಗೆ ದಾರಿ ಬಿಡಲಿಲ್ಲ ಎಂಬ ಕಾರಣಕ್ಕೆ ಬಸ್ ಅಡ್ಡಗಟ್ಟಿ ಚಾಲಕನ ಮೇಲೆ ಹಲ್ಲೆ ನಡೆಸಿದ್ದಾನೆ. ನನ್ನ ನಿಂದಿಸಿ ಹಿಗ್ಗಾಮುಗ್ಗಾ ಥಳಿಸಿದ್ದಾನೆ ಎಂದು ಚಾಲಕ ದೂರು ನೀಡಿದ್ದಾರೆ. ಈ ಸಂಬಂಧ ಪೊಲೀಸರು ತನಿಖೆ ನಡೆಸುತ್ತಿದ್ದಾರೆ. [1091, 1164, 1476, 1332]
obituary-item [95, 887, 480, 1033]
main-article-body: ಮೈಸೂರು, ಆ.12 (ಐಎಲ್ ಯು)- ನನ್ನ ಹುಟ್ಟಿದ ದಿನಾಂಕ ಯಾವತ್ತು ಎಂದೇ ನನಗೆ ಈ ತನಕ ಗೊತ್ತಿಲ್ಲ. ಈಗ ಆಚರಣೆ ಮಾಡುತ್ತಿರುವ ನನ್ನ ಹುಟ್ಟಿದ ದಿನಾಂಕ ಗಳೆರಡೂ ತಪ್ಪು ಎಂದು ಮುಖ್ಯಮಂತ್ರಿ ಸಿದ್ದರಾಮಯ್ಯ ಹಾಸ್ಯ ಚಟಾಕಿಯಲ್ಲಿ ಹೇಳಿದರು. ಹುಟ್ಟುಹಬ್ಬದ ಶುಭಾಶಯ ಕೋರಲು ಬಂದ ಕಾರ್ಯಕರ್ತರು ಹಾಗೂ ಅಭಿಮಾನಿಗಳು ಸಿಎಂಗೆ ಬಹುಪರಾಕ್ ಹಾಕಿದರು. ಈ ವೇಳೆ ನೂಕುನುಗ್ಗಲು ಉಂಟಾಗಿ ಕಾಲ್ತುಳಿತಕ್ಕೆ ಸಿಲುಕಿದ ಮಹಿಳೆಯೊಬ್ಬರು ಕಣ್ಣೀರಿಟ್ಟ ಘಟನೆಯೂ ನಡೆಯಿತು. ಮಂಡಕಳ್ಳಿ ವಿಮಾನ ನಿಲ್ದಾಣಕ್ಕೆ ಆಗಮಿಸಿದ ಮುಖ್ಯಮಂತ್ರಿಗಳನ್ನು ಜಿಲ್ಲಾ ಉಸ್ತುವಾರಿ ಸಚಿವ ಡಾ.ಹೆಚ್.ಸಿ.ಮಹದೇವಪ್ಪ, ಶಾಸಕರು ಹಾಗೂ ಅಧಿಕಾರಿಗಳು ಸ್ವಾಗತಿಸಿದರು. ಬಳಿಕ ಸುದ್ದಿಗಾರರೊಂದಿಗೆ ಮಾತನಾಡಿದ ಅವರು, ರಾಜ್ಯ ಸರ್ಕಾರದ ಗ್ಯಾರಂಟಿ ಯೋಜನೆಗಳು ಯಶಸ್ವಿಯಾಗಿ ಜಾರಿಯಾಗುತ್ತಿವೆ. ಗೃಹಲಕ್ಷ್ಮಿ ಯೋಜನೆಗೆ ಈಗಾಗಲೇ ಲಕ್ಷಾಂತರ ಮಂದಿ ನೋಂದಣಿ ಮಾಡಿಕೊಂಡಿದ್ದಾರೆ. ವಿರೋಧ ಪಕ್ಷಗಳ ಟೀಕೆಗೆ ನಾವು ತಲೆಕೆಡಿಸಿಕೊಳ್ಳುವುದಿಲ್ಲ ಎಂದರು. ಈ ವೇಳೆ ಅವರು ಸ್ಥಳೀಯ ಕಾರ್ಯಕರ್ತರ ಅಹವಾಲು ಆಲಿಸಿದರು. ನಾನು ಹೆಚ್ಚು ಹುಟ್ಟುಹಬ್ಬ ಆಚರಿಸಿಕೊಳ್ಳುವುದಿಲ್ಲ. ಕಾರ್ಯಕರ್ತರ ಪ್ರೀತಿಗೆ ಕೃತಜ್ಞ ಎಂದು ಹೇಳಿದರು. ಬಳಿಕ ಅವರು ಚಾಮುಂಡಿಬೆಟ್ಟಕ್ಕೆ ತೆರಳಿ ಶ್ರೀ ಚಾಮುಂಡೇಶ್ವರಿ ದೇವಿಯ ದರ್ಶನ ಪಡೆದರು. [491, 228, 742, 607]
lok-adalat-article [1091, 687, 1476, 1116]
divider [487, 680, 1476, 682]
ksrtc-headline: ಕೆಎಸ್‌ಆರ್‌ಟಿಸಿ ಬಸ್ ಚಾಲಕನ ಮೇಲೆ ಹಲ್ಲೆ [1113, 1126, 1455, 1154]
today-banner [97, 1430, 1475, 1481]
panchanga-header [439, 1643, 770, 1675]
obituary-photo [400, 1304, 480, 1398]
section-title [176, 81, 478, 132]
lok-adalat-text [1091, 787, 1476, 1116]
ksrtc-article [1091, 1126, 1476, 1417]
obituary-item [95, 1294, 480, 1418]
ksrtc-text [1091, 1161, 1476, 1417]
divider [1085, 687, 1087, 1414]
obituary-photo [95, 745, 175, 854]
eye-camp-body: ಮೈಸೂರು,ಆ.12-ಮೈಸೂರಿನ ಶ್ರೀ ಯೋಗಿ ನಾರೇಯಣ ಬಣಜಿಗ (ಬಲಿಜ) ಸಂಘವು ವಾಸನ್ ಐ ಕೇರ್ ಮತ್ತು ಎಎಸ್‌ಜಿ ಕಣ್ಣಿನ ಆಸ್ಪತ್ರೆ ಸಹಯೋಗದಲ್ಲಿ ಆ.13ರಂದು ಬೆಳಿಗ್ಗೆ 9.30 ಗಂಟೆಗೆ ಸಂಘದ ಆವರಣದಲ್ಲಿ ಉಚಿತ ಕಣ್ಣಿನ ತಪಾಸಣಾ ಶಿಬಿರ ಹಮ್ಮಿಕೊಂಡಿದೆ. ಶಿಬಿರವನ್ನು ಮೈಸೂರು ಮಹಾ ಅಧ್ಯಕ್ಷರು ಉದ್ಘಾಟಿಸಲಿದ್ದಾರೆ. ಮುಖ್ಯ ಅತಿಥಿಗಳಾಗಿ ವಾಸನ್ ಐ ಕೇರ್ ಆಸ್ಪತ್ರೆಯ ಡಾ.ಪವನ್ ಜೋಶಿ ಭಾಗವಹಿಸಲಿದ್ದಾರೆ. [1273, 189, 1476, 358]
divider [1267, 138, 1268, 676]
doctors-transfer-body: ಮೈಸೂರು, ಆ.12(ಎಸ್‌ಬಿಡಿ)- ಆರೋಗ್ಯ ಮತ್ತು ಕುಟುಂಬ ಕಲ್ಯಾಣ ಇಲಾಖೆಯಲ್ಲಿ ಮೈಸೂರು, ಮಂಡ್ಯ, ಚಾಮರಾಜನಗರ, ಕೊಡಗು ಹಾಗೂ ಹಾಸನ ಜಿಲ್ಲೆ ಸೇರಿದಂತೆ ರಾಜ್ಯಾದ್ಯಂತ 96 ವೈದ್ಯಾಧಿಕಾರಿಗಳು, ಉಳಿದ 12 ತಜ್ಞ ವೈದ್ಯರು ಸೇರಿದಂತೆ ಒಟ್ಟು 108 ವೈದ್ಯರನ್ನು ವರ್ಗಾವಣೆ ಮಾಡಲಾಗಿದೆ. ಮೈಸೂರು ಜಿಲ್ಲೆಯಲ್ಲಿ ಹುಣಸೂರು ತಾಲೂಕು ಆಸ್ಪತ್ರೆ ಹಾಗೂ ಪ್ರಾಥಮಿಕ ಆರೋಗ್ಯ ಕೇಂದ್ರಗಳ ವೈದ್ಯರನ್ನು ವರ್ಗಾಯಿಸಲಾಗಿದೆ. ಡಾ.ಎಸ್.ಚಿದಂಬರ ಅವರನ್ನು ಮೈಸೂರು ಜಿಲ್ಲಾ ಆಸ್ಪತ್ರೆಗೆ ನಿಯೋಜಿಸಲಾಗಿದೆ. ಸರ್ಕಾರ ಈ ಸಂಬಂಧ ಆದೇಶ ಹೊರಡಿಸಿದೆ. [692, 1079, 1081, 1209]
registration-dot-black [153, 2276, 166, 2289]
main-article-columns [491, 226, 1262, 675]
main-article-lead [491, 226, 742, 675]
justice-subhead: ವಕೀಲರಿಗೆ ಸುಪ್ರೀಂಕೋರ್ಟ್ ನ್ಯಾಯಮೂರ್ತಿ ಬೋಪಣ್ಣ ಟಿಪ್ಸ್ [588, 729, 983, 753]
obituary-text: ಮೈಸೂರಿನ ಕುವೆಂಪುನಗರದ ನಿವಾಸಿ ಹಾಗೂ ಸಿವಿಲ್ ಮೆಕ್ಯಾನಿಕ್ ಬಲರಾಮ್ (80) ಅನಾರೋಗ್ಯದಿಂದ ನಿಧನರಾದರು. ಮೃತರು ಇಬ್ಬರು ಪುತ್ರರು, ಪುತ್ರಿ ಸೇರಿದಂತೆ ಅಪಾರ ಬಂಧು ಬಳಗವನ್ನು ಅಗಲಿದ್ದಾರೆ. ಅಂತ್ಯಕ್ರಿಯೆ ನೆರವೇರಿತು. ಮಾಹಿತಿಗೆ ಮೊ.9731986360 ಸಂಪರ್ಕಿಸಬಹುದು ಎಂದು ಮೃತರ ಕುಟುಂಬದ ಮೂಲಗಳು ತಿಳಿಸಿವೆ. [182, 1187, 480, 1270]
eye-camp-headline: ಇಂದು ಉಚಿತ ಕಣ್ಣಿನ ತಪಾಸಣಾ ಶಿಬಿರ [1278, 138, 1471, 181]
registration-dot-yellow [135, 2276, 148, 2289]
main-article-headline: ನನ್ನ ಎರಡು ಹುಟ್ಟಿದ ದಿನಾಂಕಗಳು ತಪ್ಪು; ಸಿಎಂಗೆ ಬಹುಪರಾಕ್; ಕಾಲ್ತುಳಿತದಿಂದ ಕಣ್ಣೀರಿಟ್ಟ ಮಹಿಳೆ [540, 137, 1213, 219]
main-article-continued [753, 405, 1262, 676]
obituary-text: ಮೈಸೂರು,ಆ.12-ಮೈಸೂರಿನ ಬಿನ್ನಿಮಿಲ್ ಬಡಾವಣೆ ನಿವಾಸಿ, ದಿವಂಗತ ಜಮ್ಮದ ಎಂ.ಮಂದಪ್ಪ ಅವರ ಪತ್ನಿ ಜಮ್ಮದ ಎಂ. ಪೊನ್ನಪ್ಪ (88) ಶನಿವಾರ ನಿಧನರಾದರು. ಮೃತರು ಪುತ್ರರು ಹಾಗೂ ಅಪಾರ ಬಂಧು ಬಳಗ ಅಗಲಿದ್ದಾರೆ. ಅಂತ್ಯಕ್ರಿಯೆ ಇಂದು ನೆರವೇರಿತು ಎಂದು ಕುಟುಂಬದ ಮೂಲಗಳು ತಿಳಿಸಿವೆ. [182, 763, 480, 829]
lok-adalat-subhead: ಹೈಕೋರ್ಟ್ ಮುಖ್ಯ ನ್ಯಾಯಮೂರ್ತಿ ಪ್ರಸನ್ನ ವರಾಳೆ ಸಲಹೆ [1163, 766, 1404, 782]
main-article-inline-subhead: ಎಂಟು ಅಕ್ಷರ ಬದಲು ಮೂರಕ್ಕೆ ಇಳಿಕೆ: [753, 407, 914, 422]
